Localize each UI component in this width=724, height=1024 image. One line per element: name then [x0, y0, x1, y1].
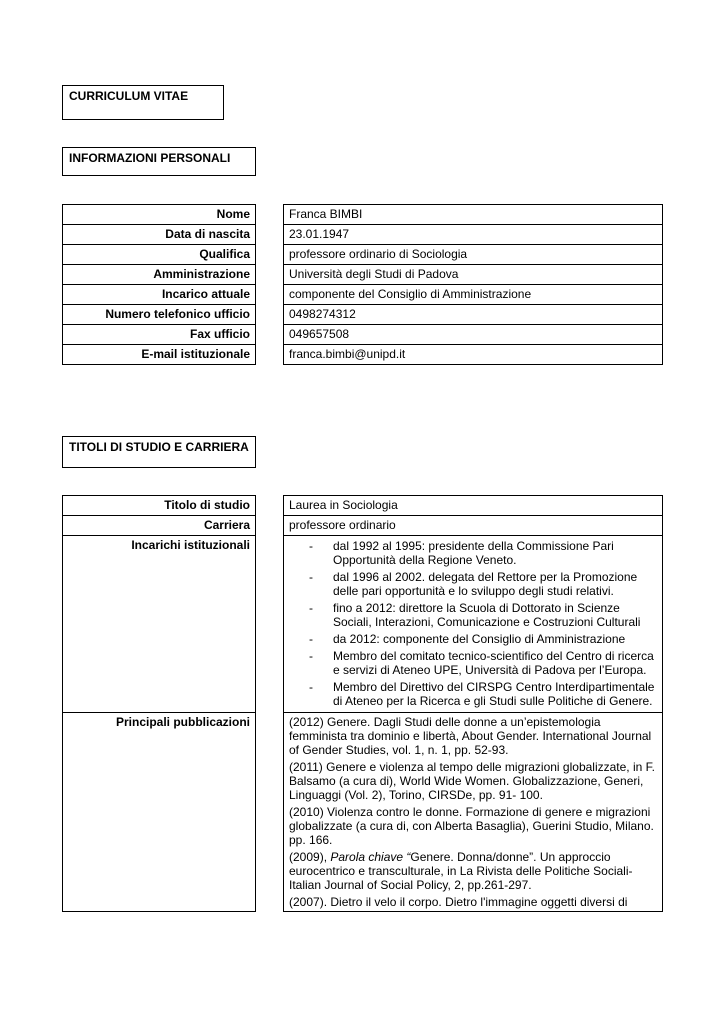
incarichi-cell	[284, 536, 663, 713]
field-label: Amministrazione	[63, 265, 256, 285]
studies-header	[62, 436, 256, 468]
publication-year: (2009),	[289, 850, 331, 864]
table-row	[63, 205, 663, 225]
field-label: Nome	[63, 205, 256, 225]
table-row	[63, 325, 663, 345]
publication-keyword: Parola chiave “	[330, 850, 411, 864]
table-row	[63, 285, 663, 305]
field-label: Incarico attuale	[63, 285, 256, 305]
table-row	[63, 536, 663, 713]
publication-item: (2011) Genere e violenza al tempo delle migrazioni globalizzate, in F. Balsamo (a cura di), World Wide Women. Globalizzazione, Generi, Linguaggi (Vol. 2), Torino, CIRSDe, pp. 91- 100.	[289, 760, 655, 802]
personal-info-table	[62, 204, 663, 365]
field-value: componente del Consiglio di Amministrazione	[284, 285, 663, 305]
publication-item	[289, 715, 657, 757]
table-row	[63, 345, 663, 365]
personal-info-header	[62, 147, 256, 176]
field-value: 0498274312	[284, 305, 663, 325]
field-value: franca.bimbi@unipd.it	[284, 345, 663, 365]
table-row	[63, 265, 663, 285]
personal-info-header-text: INFORMAZIONI PERSONALI	[69, 151, 231, 165]
publication-year: (2012	[289, 715, 320, 729]
studies-header-text: TITOLI DI STUDIO E CARRIERA	[69, 440, 249, 454]
publication-text: ) Genere. Dagli Studi delle donne a un’epistemologia femminista tra dominio e libertà, About Gender. International Journal of Gender Studies, vol. 1, n. 1, pp. 52-93.	[289, 715, 652, 757]
field-value: Università degli Studi di Padova	[284, 265, 663, 285]
field-value: professore ordinario di Sociologia	[284, 245, 663, 265]
list-item: - fino a 2012: direttore la Scuola di Dottorato in Scienze Sociali, Interazioni, Comunicazione e Costruzioni Culturali	[309, 601, 657, 629]
list-item: - Membro del comitato tecnico-scientifico del Centro di ricerca e servizi di Ateneo UPE, Università di Padova per l’Europa.	[309, 649, 657, 677]
field-value: 049657508	[284, 325, 663, 345]
field-label: Qualifica	[63, 245, 256, 265]
table-row	[63, 245, 663, 265]
publication-text: Genere. Donna/donne”. Un approccio eurocentrico e transculturale, in La Rivista delle Politiche Sociali- Italian Journal of Social Policy, 2, pp.261-297.	[289, 850, 633, 892]
field-value: professore ordinario	[284, 516, 663, 536]
table-row	[63, 496, 663, 516]
field-label: Titolo di studio	[63, 496, 256, 516]
list-item: - Membro del Direttivo del CIRSPG Centro Interdipartimentale di Ateneo per la Ricerca e gli Studi sulle Politiche di Genere.	[309, 680, 657, 708]
career-table	[62, 495, 663, 912]
field-label: Incarichi istituzionali	[63, 536, 256, 713]
field-value: 23.01.1947	[284, 225, 663, 245]
field-label: Principali pubblicazioni	[63, 713, 256, 912]
field-label: Fax ufficio	[63, 325, 256, 345]
table-row	[63, 713, 663, 912]
publication-item: (2007). Dietro il velo il corpo. Dietro l'immagine oggetti diversi di	[289, 895, 628, 909]
list-item: - dal 1992 al 1995: presidente della Commissione Pari Opportunità della Regione Veneto.	[309, 539, 657, 567]
field-label: Data di nascita	[63, 225, 256, 245]
table-row	[63, 305, 663, 325]
field-label: Carriera	[63, 516, 256, 536]
incarichi-list	[289, 539, 657, 708]
field-label: Numero telefonico ufficio	[63, 305, 256, 325]
list-item: - da 2012: componente del Consiglio di Amministrazione	[309, 632, 657, 646]
publication-item	[289, 850, 657, 892]
list-item: - dal 1996 al 2002. delegata del Rettore per la Promozione delle pari opportunità e lo sviluppo degli studi relativi.	[309, 570, 657, 598]
field-value: Franca BIMBI	[284, 205, 663, 225]
table-row	[63, 225, 663, 245]
publication-item: (2010) Violenza contro le donne. Formazione di genere e migrazioni globalizzate (a cura di, con Alberta Basaglia), Guerini Studio, Milano. pp. 166.	[289, 805, 654, 847]
pubblicazioni-cell	[284, 713, 663, 912]
field-label: E-mail istituzionale	[63, 345, 256, 365]
cv-header	[62, 85, 224, 120]
cv-header-text: CURRICULUM VITAE	[69, 89, 189, 103]
table-row	[63, 516, 663, 536]
field-value: Laurea in Sociologia	[284, 496, 663, 516]
